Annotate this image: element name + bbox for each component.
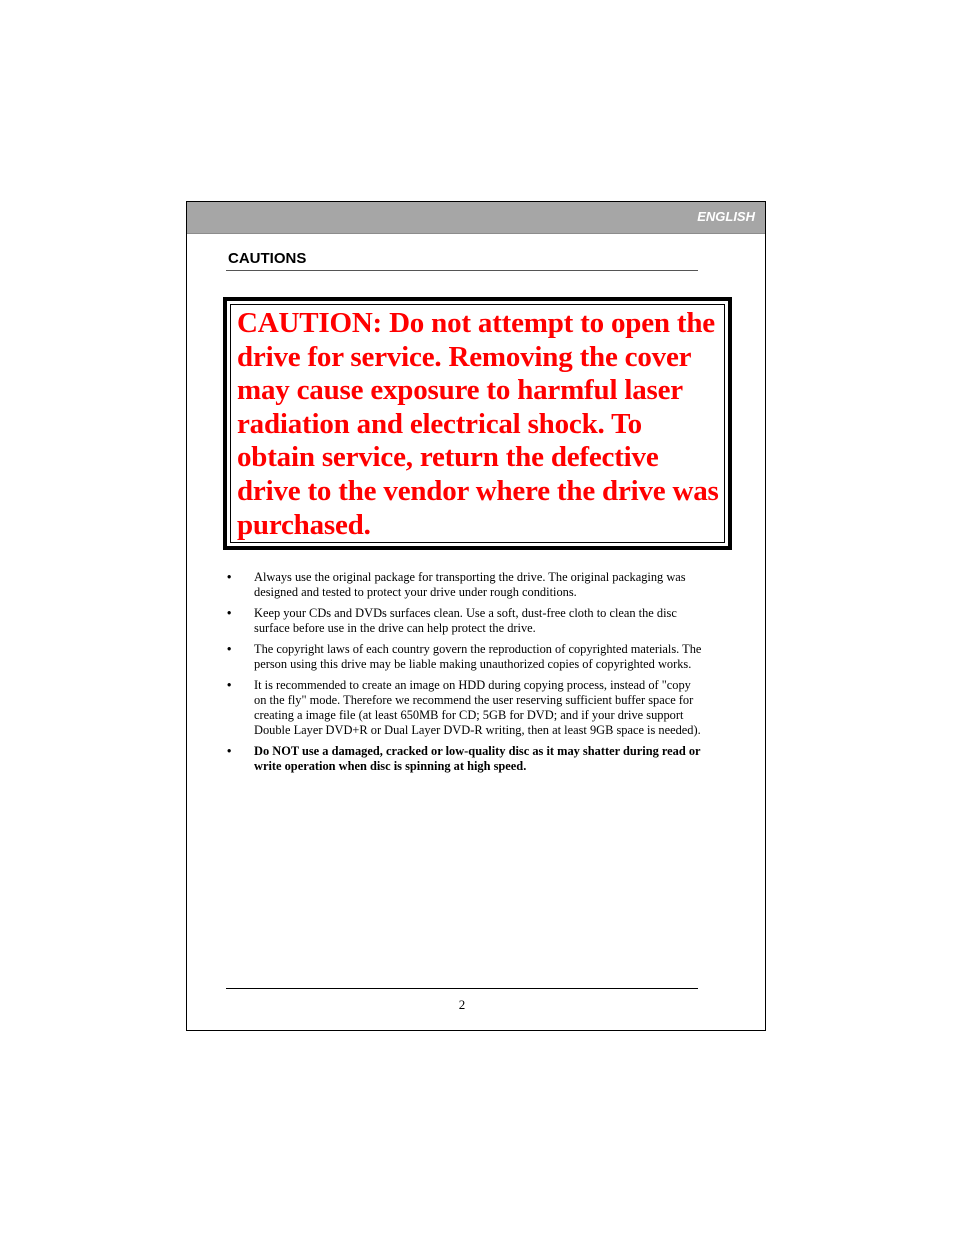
page-number: 2: [458, 997, 466, 1012]
manual-page: [186, 201, 766, 1031]
list-item: [225, 678, 703, 739]
list-item: [225, 606, 703, 636]
bullet-icon: •: [227, 641, 232, 656]
footer-divider: [226, 988, 698, 989]
list-item-text: Keep your CDs and DVDs surfaces clean. Use a soft, dust-free cloth to clean the disc surface before use in the drive can help protect the drive.: [254, 605, 677, 636]
language-label: ENGLISH: [697, 209, 755, 224]
bullet-icon: •: [227, 605, 232, 620]
cautions-list: [225, 570, 703, 780]
section-divider: [226, 270, 698, 271]
list-item-text: Do NOT use a damaged, cracked or low-quality disc as it may shatter during read or write operation when disc is spinning at high speed.: [254, 744, 701, 774]
list-item-text: The copyright laws of each country govern the reproduction of copyrighted materials. The person using this drive may be liable making unauthorized copies of copyrighted works.: [254, 641, 702, 672]
list-item-text: Always use the original package for transporting the drive. The original packaging was designed and tested to protect your drive under rough conditions.: [254, 570, 686, 600]
list-item: [225, 570, 703, 600]
caution-box-inner: [230, 304, 725, 543]
bullet-icon: •: [227, 677, 232, 692]
bullet-icon: •: [227, 744, 232, 759]
list-item: [225, 642, 703, 672]
bullet-icon: •: [227, 570, 232, 584]
header-band: [187, 202, 765, 234]
list-item-warning: [225, 744, 703, 774]
caution-box: [223, 297, 732, 550]
caution-warning-text: CAUTION: Do not attempt to open the drive for service. Removing the cover may cause exposure to harmful laser radiation and electrical shock. To obtain service, return the defective drive to the vendor where the drive was purchased.: [237, 307, 719, 541]
section-title: CAUTIONS: [228, 250, 307, 267]
list-item-text: It is recommended to create an image on HDD during copying process, instead of "copy on the fly" mode. Therefore we recommend the user reserving sufficient buffer space for creating a image file (at least 650MB for CD; 5GB for DVD; and if your drive support Double Layer DVD+R or Dual Layer DVD-R writing, then at least 9GB space is needed).: [254, 677, 701, 738]
